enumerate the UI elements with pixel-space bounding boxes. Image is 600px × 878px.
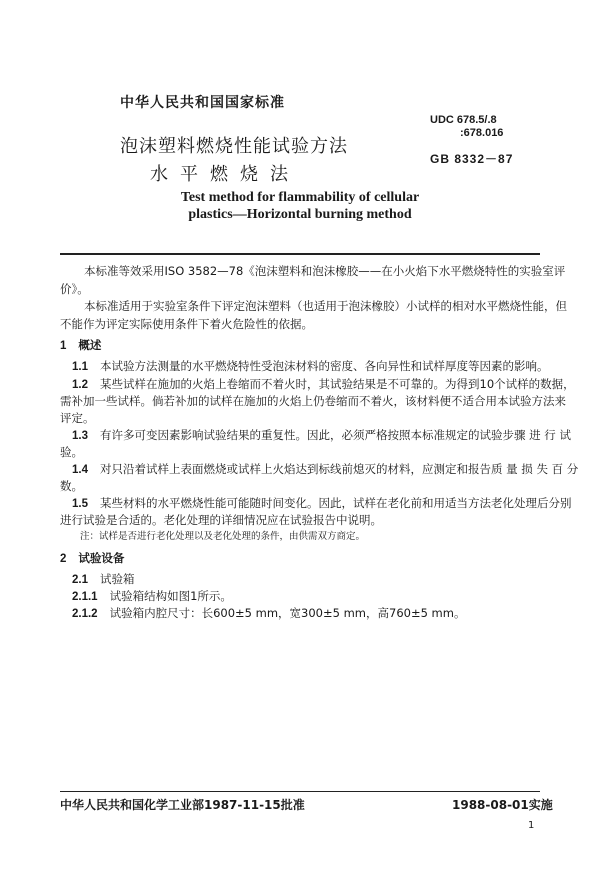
clause-1-4 bbox=[72, 462, 578, 477]
clause-1-2 bbox=[72, 377, 575, 392]
gb-number: GB 8332－87 bbox=[430, 152, 514, 166]
clause-2-1 bbox=[72, 572, 135, 587]
section-title: 概述 bbox=[78, 338, 102, 352]
section-1-heading bbox=[60, 338, 101, 353]
clause-1-1 bbox=[72, 359, 549, 374]
intro-line: 本标准适用于实验室条件下评定泡沫塑料（也适用于泡沫橡胶）小试样的相对水平燃烧性能，但 bbox=[84, 299, 567, 313]
clause-number: 2.1.2 bbox=[72, 608, 98, 620]
footer-rule bbox=[60, 791, 540, 792]
clause-line: 进行试验是合适的。老化处理的详细情况应在试验报告中说明。 bbox=[60, 513, 382, 527]
clause-text: 某些试样在施加的火焰上卷缩而不着火时，其试验结果是不可靠的。为得到10个试样的数据， bbox=[100, 377, 575, 391]
clause-2-1-1 bbox=[72, 589, 232, 604]
clause-text: 试验箱结构如图1所示。 bbox=[109, 589, 232, 603]
document-title: 泡沫塑料燃烧性能试验方法 bbox=[120, 136, 348, 157]
clause-number: 2.1 bbox=[72, 574, 88, 586]
clause-1-5 bbox=[72, 496, 572, 511]
clause-number: 1.3 bbox=[72, 430, 88, 442]
intro-line: 不能作为评定实际使用条件下着火危险性的依据。 bbox=[60, 317, 313, 331]
clause-text: 有许多可变因素影响试验结果的重复性。因此，必须严格按照本标准规定的试验步骤 进 行 试 bbox=[100, 428, 571, 442]
clause-line: 评定。 bbox=[60, 411, 95, 425]
clause-text: 某些材料的水平燃烧性能可能随时间变化。因此，试样在老化前和用适当方法老化处理后分别 bbox=[100, 496, 572, 510]
document-subtitle: 水平燃烧法 bbox=[150, 164, 300, 185]
note: 注：试样是否进行老化处理以及老化处理的条件，由供需双方商定。 bbox=[80, 531, 366, 542]
clause-text: 本试验方法测量的水平燃烧特性受泡沫材料的密度、各向异性和试样厚度等因素的影响。 bbox=[100, 359, 549, 373]
implementation-date: 1988-08-01实施 bbox=[452, 798, 553, 812]
english-title-2: plastics—Horizontal burning method bbox=[188, 207, 412, 222]
udc-code: UDC 678.5/.8 bbox=[430, 114, 497, 126]
clause-line: 需补加一些试样。倘若补加的试样在施加的火焰上仍卷缩而不着火，该材料便不适合用本试验方法来 bbox=[60, 394, 566, 408]
national-standard-label: 中华人民共和国国家标准 bbox=[120, 95, 285, 111]
section-2-heading bbox=[60, 551, 124, 566]
intro-line: 本标准等效采用ISO 3582—78《泡沫塑料和泡沫橡胶——在小火焰下水平燃烧特性的实验室评 bbox=[84, 264, 566, 278]
header-rule bbox=[60, 253, 540, 255]
section-title: 试验设备 bbox=[78, 551, 125, 565]
clause-line: 验。 bbox=[60, 445, 83, 459]
section-number: 2 bbox=[60, 553, 67, 565]
clause-1-3 bbox=[72, 428, 571, 443]
page-number: 1 bbox=[528, 820, 535, 831]
english-title-1: Test method for flammability of cellular bbox=[180, 190, 420, 205]
clause-text: 试验箱 bbox=[100, 572, 135, 586]
clause-2-1-2 bbox=[72, 606, 465, 621]
clause-number: 1.1 bbox=[72, 361, 88, 373]
clause-number: 1.4 bbox=[72, 464, 88, 476]
udc-code-cont: :678.016 bbox=[460, 127, 504, 139]
clause-text: 试验箱内腔尺寸：长600±5 mm，宽300±5 mm，高760±5 mm。 bbox=[109, 606, 466, 620]
clause-line: 数。 bbox=[60, 479, 83, 493]
clause-number: 1.2 bbox=[72, 379, 88, 391]
approval-info: 中华人民共和国化学工业部1987-11-15批准 bbox=[60, 798, 305, 812]
clause-number: 2.1.1 bbox=[72, 591, 98, 603]
clause-text: 对只沿着试样上表面燃烧或试样上火焰达到标线前熄灭的材料，应测定和报告质 量 损 失 百 分 bbox=[100, 462, 579, 476]
section-number: 1 bbox=[60, 340, 67, 352]
clause-number: 1.5 bbox=[72, 498, 88, 510]
intro-line: 价》。 bbox=[60, 282, 89, 296]
